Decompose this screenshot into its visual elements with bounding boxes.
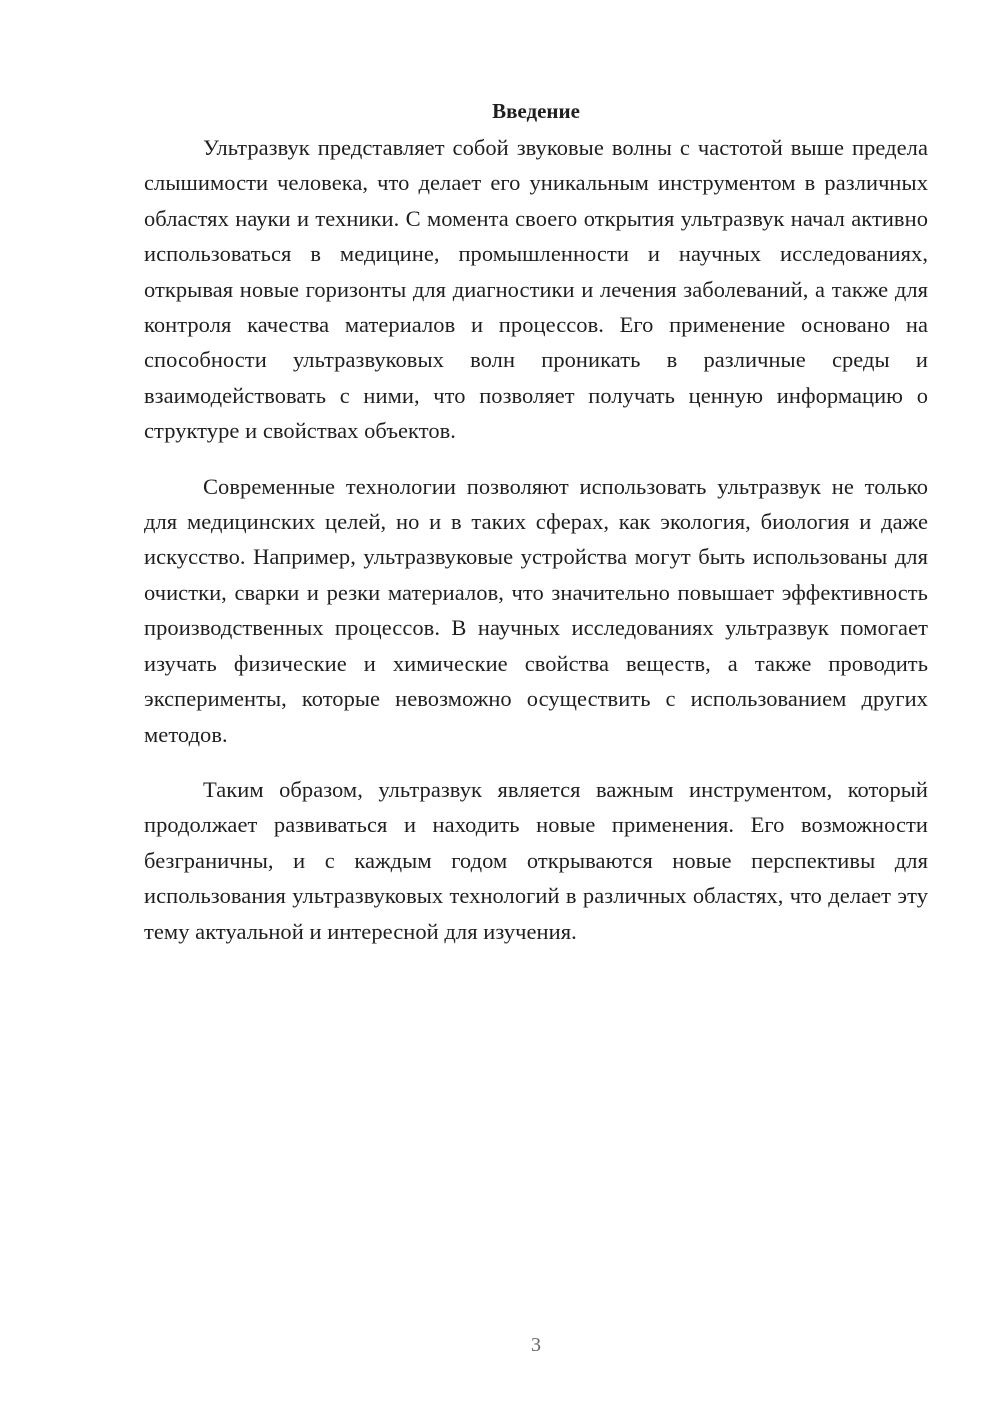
page-content: [144, 96, 928, 969]
page-number: 3: [531, 1334, 541, 1356]
paragraph-2: Современные технологии позволяют использовать ультразвук не только для медицинских целей, но и в таких сферах, как экология, биология и даже искусство. Например, ультразвуковые устройства могут быть использованы для очистки, сварки и резки материалов, что значительно повышает эффективность производственных процессов. В научных исследованиях ультразвук помогает изучать физические и химические свойства веществ, а также проводить эксперименты, которые невозможно осуществить с использованием других методов.: [144, 473, 928, 747]
paragraph-3: Таким образом, ультразвук является важным инструментом, который продолжает развиваться и находить новые применения. Его возможности безграничны, и с каждым годом открываются новые перспективы для использования ультразвуковых технологий в различных областях, что делает эту тему актуальной и интересной для изучения.: [144, 776, 928, 944]
paragraph-1: Ультразвук представляет собой звуковые волны с частотой выше предела слышимости человека, что делает его уникальным инструментом в различных областях науки и техники. С момента своего открытия ультразвук начал активно использоваться в медицине, промышленности и научных исследованиях, открывая новые горизонты для диагностики и лечения заболеваний, а также для контроля качества материалов и процессов. Его применение основано на способности ультразвуковых волн проникать в различные среды и взаимодействовать с ними, что позволяет получать ценную информацию о структуре и свойствах объектов.: [144, 135, 928, 444]
section-heading: Введение: [492, 99, 580, 123]
